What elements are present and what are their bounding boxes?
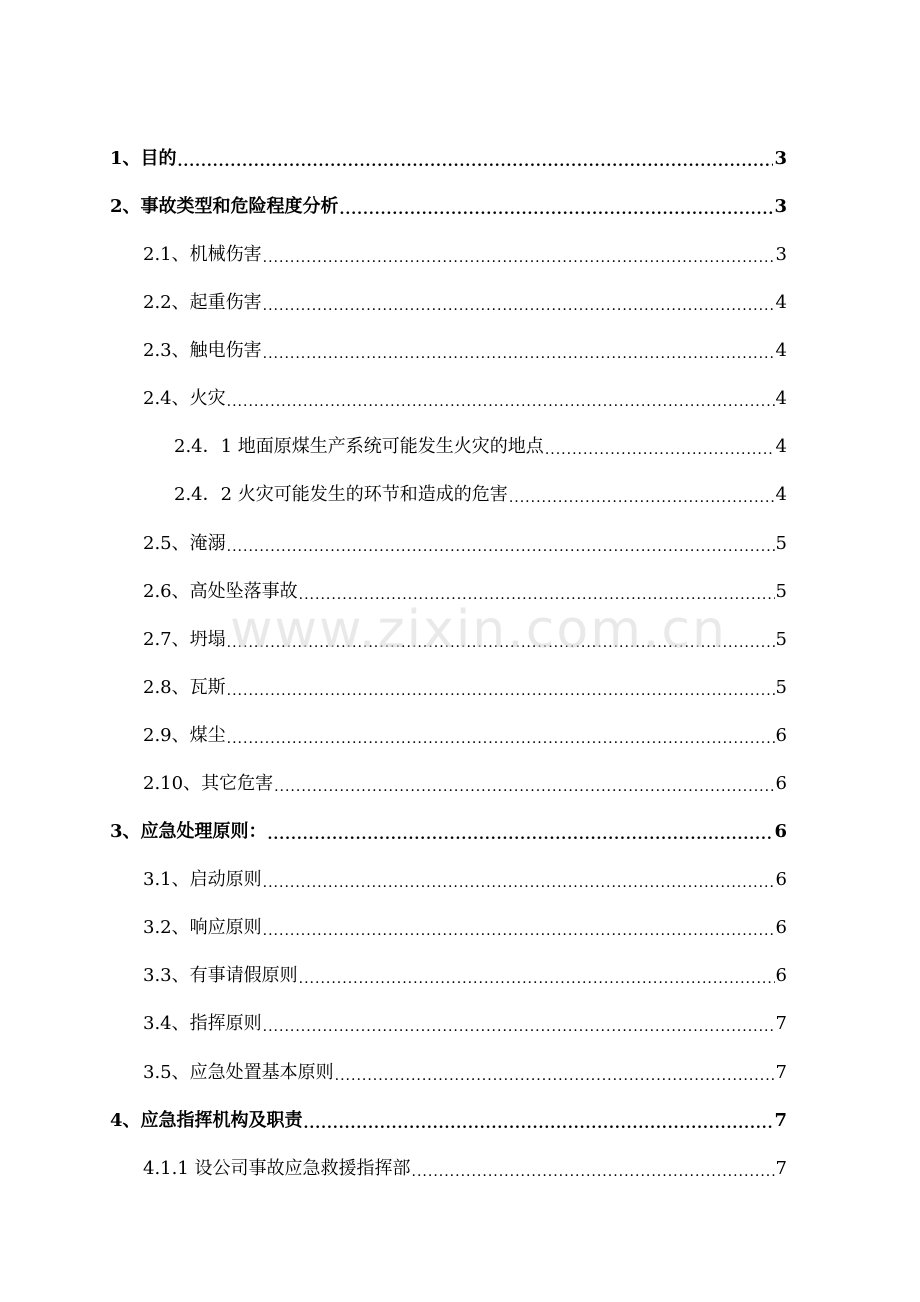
toc-entry-title: 4.1.1 设公司事故应急救援指挥部 (143, 1158, 411, 1179)
toc-page-number: 6 (775, 917, 787, 938)
toc-entry-3-4[interactable] (143, 1011, 787, 1037)
toc-page-number: 3 (774, 148, 787, 169)
toc-entry-3-1[interactable] (143, 867, 787, 893)
toc-entry-2-3[interactable] (143, 338, 787, 364)
toc-page-number: 5 (775, 629, 787, 650)
toc-page-number: 7 (775, 1158, 787, 1179)
toc-entry-2-2[interactable] (143, 290, 787, 316)
toc-entry-title: 2.6、高处坠落事故 (143, 581, 298, 602)
toc-leader-dots (263, 915, 775, 941)
toc-page-number: 6 (775, 725, 787, 746)
toc-entry-title: 4、应急指挥机构及职责 (110, 1110, 303, 1131)
toc-leader-dots (335, 1060, 775, 1086)
toc-leader-dots (263, 1011, 775, 1037)
toc-entry-title: 3.5、应急处置基本原则 (143, 1062, 334, 1083)
toc-entry-title: 2.1、机械伤害 (143, 244, 262, 265)
toc-entry-2-10[interactable] (143, 771, 787, 797)
toc-entry-title: 3、应急处理原则： (110, 821, 267, 842)
toc-entry-title: 2.2、起重伤害 (143, 292, 262, 313)
toc-page-number: 7 (775, 1062, 787, 1083)
toc-entry-title: 2.9、煤尘 (143, 725, 226, 746)
toc-entry-3-5[interactable] (143, 1060, 787, 1086)
toc-leader-dots (263, 290, 775, 316)
toc-entry-title: 2.4、火灾 (143, 388, 226, 409)
toc-page-number: 6 (775, 965, 787, 986)
toc-page-number: 6 (774, 821, 787, 842)
toc-entry-title: 3.4、指挥原则 (143, 1013, 262, 1034)
toc-entry-2-4[interactable] (143, 386, 787, 412)
toc-leader-dots (263, 242, 775, 268)
toc-entry-2-7[interactable] (143, 627, 787, 653)
toc-page-number: 3 (775, 244, 787, 265)
toc-leader-dots (340, 194, 774, 220)
toc-page-number: 4 (775, 484, 787, 505)
toc-page-number: 6 (775, 773, 787, 794)
toc-entry-2-4-1[interactable] (174, 434, 787, 460)
toc-entry-title: 2.5、淹溺 (143, 533, 226, 554)
toc-leader-dots (299, 579, 775, 605)
toc-leader-dots (227, 675, 775, 701)
toc-entry-2-5[interactable] (143, 531, 787, 557)
toc-entry-4[interactable] (110, 1108, 787, 1134)
toc-page-number: 7 (775, 1013, 787, 1034)
toc-entry-1[interactable] (110, 146, 787, 172)
toc-page-number: 5 (775, 677, 787, 698)
toc-page-number: 4 (775, 292, 787, 313)
toc-entry-2-9[interactable] (143, 723, 787, 749)
toc-entry-title: 3.1、启动原则 (143, 869, 262, 890)
toc-leader-dots (304, 1108, 774, 1134)
toc-entry-title: 1、目的 (110, 148, 177, 169)
toc-entry-title: 3.3、有事请假原则 (143, 965, 298, 986)
toc-leader-dots (509, 482, 775, 508)
toc-entry-title: 2.4．2 火灾可能发生的环节和造成的危害 (174, 484, 508, 505)
toc-leader-dots (274, 771, 774, 797)
toc-entry-3[interactable] (110, 819, 787, 845)
toc-entry-2-4-2[interactable] (174, 482, 787, 508)
toc-leader-dots (412, 1156, 775, 1182)
toc-leader-dots (545, 434, 775, 460)
toc-leader-dots (178, 146, 774, 172)
watermark-text: www.zixin.com.cn (230, 600, 727, 660)
toc-leader-dots (263, 867, 775, 893)
toc-entry-4-1-1[interactable] (143, 1156, 787, 1182)
toc-page-number: 6 (775, 869, 787, 890)
toc-leader-dots (227, 386, 775, 412)
toc-page-number: 4 (775, 340, 787, 361)
toc-leader-dots (263, 338, 775, 364)
toc-entry-2[interactable] (110, 194, 787, 220)
toc-entry-title: 2.7、坍塌 (143, 629, 226, 650)
toc-entry-title: 2.10、其它危害 (143, 773, 274, 794)
toc-page-number: 4 (775, 436, 787, 457)
toc-entry-title: 2.8、瓦斯 (143, 677, 226, 698)
toc-page-number: 5 (775, 533, 787, 554)
toc-entry-title: 2.4．1 地面原煤生产系统可能发生火灾的地点 (174, 436, 544, 457)
toc-leader-dots (227, 531, 775, 557)
toc-entry-title: 2、事故类型和危险程度分析 (110, 196, 339, 217)
toc-entry-title: 3.2、响应原则 (143, 917, 262, 938)
toc-page-number: 5 (775, 581, 787, 602)
toc-entry-2-1[interactable] (143, 242, 787, 268)
toc-entry-2-6[interactable] (143, 579, 787, 605)
toc-leader-dots (299, 963, 775, 989)
toc-entry-3-2[interactable] (143, 915, 787, 941)
toc-page-number: 4 (775, 388, 787, 409)
toc-page-number: 3 (774, 196, 787, 217)
toc-leader-dots (227, 627, 775, 653)
toc-leader-dots (227, 723, 775, 749)
toc-entry-3-3[interactable] (143, 963, 787, 989)
toc-leader-dots (268, 819, 774, 845)
toc-entry-title: 2.3、触电伤害 (143, 340, 262, 361)
toc-entry-2-8[interactable] (143, 675, 787, 701)
toc-page-number: 7 (774, 1110, 787, 1131)
